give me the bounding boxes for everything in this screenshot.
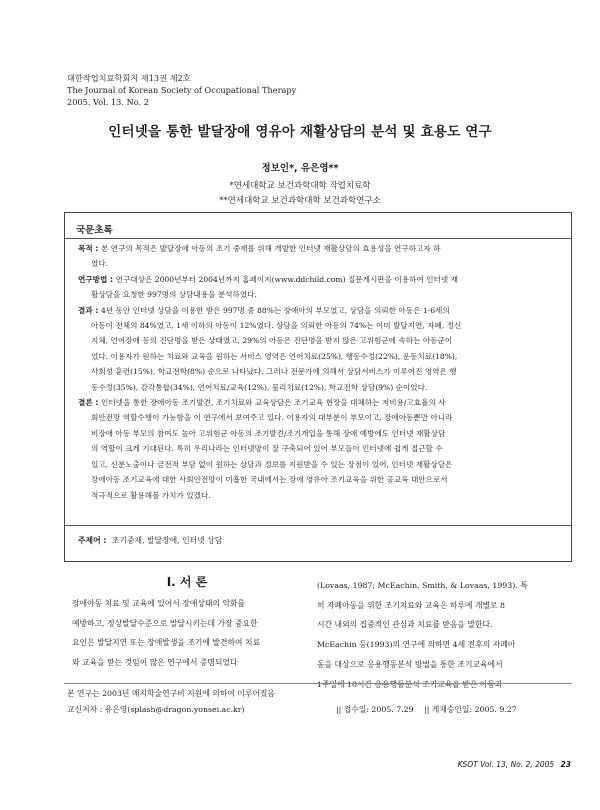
body-text-line: 예방하고, 정상발달수준으로 발달시키는데 가장 중요한 xyxy=(72,618,258,628)
abstract-section xyxy=(78,241,564,272)
abstract-section xyxy=(78,303,564,395)
abstract-line: 아동이 전체의 84%였고, 1세 이하의 아동이 12%였다. 상담을 의뢰한 아동의 74%는 이미 발달지연, 자폐, 정신 xyxy=(91,321,462,331)
abstract-line: 었다. 이용자가 원하는 치료와 교육을 원하는 서비스 영역은 언어치료(25%), 행동수정(22%), 운동치료(18%), xyxy=(91,351,458,361)
abstract-section xyxy=(78,272,564,303)
body-text-line: 장애아동 치료 및 교육에 있어서 장애상태의 악화를 xyxy=(72,599,246,608)
intro-left-column xyxy=(64,575,310,673)
abstract-line: 있고, 신분노출이나 금전적 부담 없이 원하는 상담과 정보를 지원받을 수 있는 장점이 있어, 인터넷 재활상담은 xyxy=(91,459,453,469)
journal-name-korean: 대한작업치료학회지 제13권 제2호 xyxy=(67,73,191,83)
submission-dates xyxy=(336,704,525,715)
page-number: 23 xyxy=(560,760,571,769)
affiliation-1: *연세대학교 보건과학대학 작업치료학 xyxy=(229,181,371,191)
section-heading-introduction: I. 서 론 xyxy=(166,575,208,589)
abstract-section-label: 결론 : xyxy=(78,398,101,408)
abstract-section-text: 본 연구의 목적은 발달장애 아동의 조기 중재를 위해 개발한 인터넷 재활상담의 효용성을 연구하고자 하 xyxy=(101,244,441,253)
abstract-section-label: 연구방법 : xyxy=(78,274,116,284)
keywords-text: 조기중재, 발달장애, 인터넷 상담 xyxy=(111,536,223,545)
funding-note: 본 연구는 2003년 메지학술연구비 지원에 의하여 이루어졌음 xyxy=(67,689,275,698)
author-list: 정보인*, 유은영** xyxy=(261,163,339,174)
abstract-line xyxy=(78,303,564,318)
abstract-line xyxy=(78,272,564,287)
abstract-heading: 국문초록 xyxy=(76,225,113,236)
abstract-line: 활상담을 요청한 997명의 상담내용을 분석하였다. xyxy=(91,290,257,300)
abstract-line: 사회성 훈련(15%), 학교전학(8%) 순으로 나타났다. 그러나 전문가에 의해서 상담서비스가 이루어진 영역은 행 xyxy=(91,367,457,377)
journal-name-english: The Journal of Korean Society of Occupational Therapy xyxy=(67,85,297,95)
abstract-line xyxy=(78,395,564,410)
abstract-line: 지체, 언어장애 등의 진단명을 받은 상태였고, 29%의 아동은 진단명을 받지 않은 고위험군에 속하는 아동군이 xyxy=(91,336,453,346)
body-text-line: 요인은 발달지연 또는 장애발생을 조기에 발견하여 치료 xyxy=(72,638,261,648)
abstract-section-text: 연구대상은 2000년부터 2004년까지 홈페이지(www.ddchild.com) 질문게시판을 이용하여 인터넷 재 xyxy=(115,274,458,284)
footnote-divider xyxy=(64,683,572,684)
keywords-line xyxy=(78,535,222,546)
abstract-section-text: 인터넷을 통한 장애아동 조기발견, 조기치료와 교육상담은 조기교육 현장을 대체하는 저비용/고효율의 사 xyxy=(101,398,446,408)
abstract-line: 비장애 아동 부모의 참여도 높아 고위험군 아동의 조기발견/조기개입을 통해 장애 예방에도 인터넷 재활상담 xyxy=(91,428,446,438)
intro-right-paragraph xyxy=(317,576,575,694)
abstract-box xyxy=(64,212,572,562)
body-text-line: McEachin 등(1993)의 연구에 의하면 4세 전후의 자폐아 xyxy=(317,640,516,650)
abstract-divider-top xyxy=(65,238,571,239)
abstract-section xyxy=(78,395,564,503)
abstract-line: 적극적으로 활용해볼 가치가 있겠다. xyxy=(91,490,211,500)
received-date: || 접수일: 2005. 7.29 xyxy=(336,705,414,714)
journal-header xyxy=(67,72,296,108)
body-text-line: 1주일에 10시간 응용행동분석 조기교육을 받은 아동과 xyxy=(317,679,503,689)
page-footer xyxy=(458,760,571,769)
body-text-line: 와 교육을 받는 것임이 많은 연구에서 증명되었다 xyxy=(72,658,238,668)
keywords-label: 주제어 : xyxy=(78,536,107,545)
body-text-line: 히 자폐아동을 위한 조기치료와 교육은 하루에 개별로 8 xyxy=(317,600,506,610)
body-text-line: (Lovaas, 1987; McEachin, Smith, & Lovaas, 1993). 특 xyxy=(317,581,528,590)
abstract-divider-bottom xyxy=(65,525,571,526)
footer-journal: KSOT Vol. 13, No. 2, 2005 xyxy=(457,760,555,769)
abstract-line xyxy=(78,241,564,256)
abstract-body xyxy=(78,241,564,503)
body-text-line: 시간 내외의 집중적인 관심과 치료를 받음을 말한다. xyxy=(317,620,493,630)
abstract-line: 회안전망 역할수행이 가능함을 이 연구에서 보여주고 있다. 이용자의 대부분이 부모이고, 장애아동뿐만 아니라 xyxy=(91,413,453,423)
intro-left-paragraph xyxy=(64,594,310,673)
abstract-line: 장애아동 조기교육에 대한 사회안전망이 미흡한 국내에서는 장애 영유아 조기교육을 위한 공교육 대안으로서 xyxy=(91,475,448,485)
corresponding-author: 교신저자 : 유은영(splash@dragon.yonsei.ac.kr) xyxy=(67,705,245,714)
abstract-section-text: 4년 동안 인터넷 상담을 이용한 받은 997명 중 88%는 장애아의 부모였고, 상담을 의뢰한 아동은 1-6세의 xyxy=(101,305,450,315)
abstract-line: 였다. xyxy=(91,259,109,269)
abstract-section-label: 결과 : xyxy=(78,305,101,315)
affiliation-2: **연세대학교 보건과학대학 보건과학연구소 xyxy=(219,196,381,206)
paper-title: 인터넷을 통한 발달장애 영유아 재활상담의 분석 및 효용도 연구 xyxy=(108,124,492,140)
journal-volume: 2005. Vol. 13. No. 2 xyxy=(67,97,149,107)
abstract-line: 동수정(35%), 감각통합(34%), 언어치료/교육(12%), 물리치료(12%), 학교전학 상담(9%) 순이었다. xyxy=(91,382,428,392)
abstract-section-label: 목적 : xyxy=(78,244,101,253)
abstract-line: 의 역할이 크게 기대된다. 특히 우리나라는 인터넷망이 잘 구축되어 있어 부모들이 인터넷에 쉽게 접근할 수 xyxy=(91,444,443,454)
accepted-date: || 게재승인일: 2005. 9.27 xyxy=(424,705,517,714)
body-text-line: 동을 대상으로 응용행동분석 방법을 통한 조기교육에서 xyxy=(317,659,503,669)
intro-right-column xyxy=(317,576,575,694)
